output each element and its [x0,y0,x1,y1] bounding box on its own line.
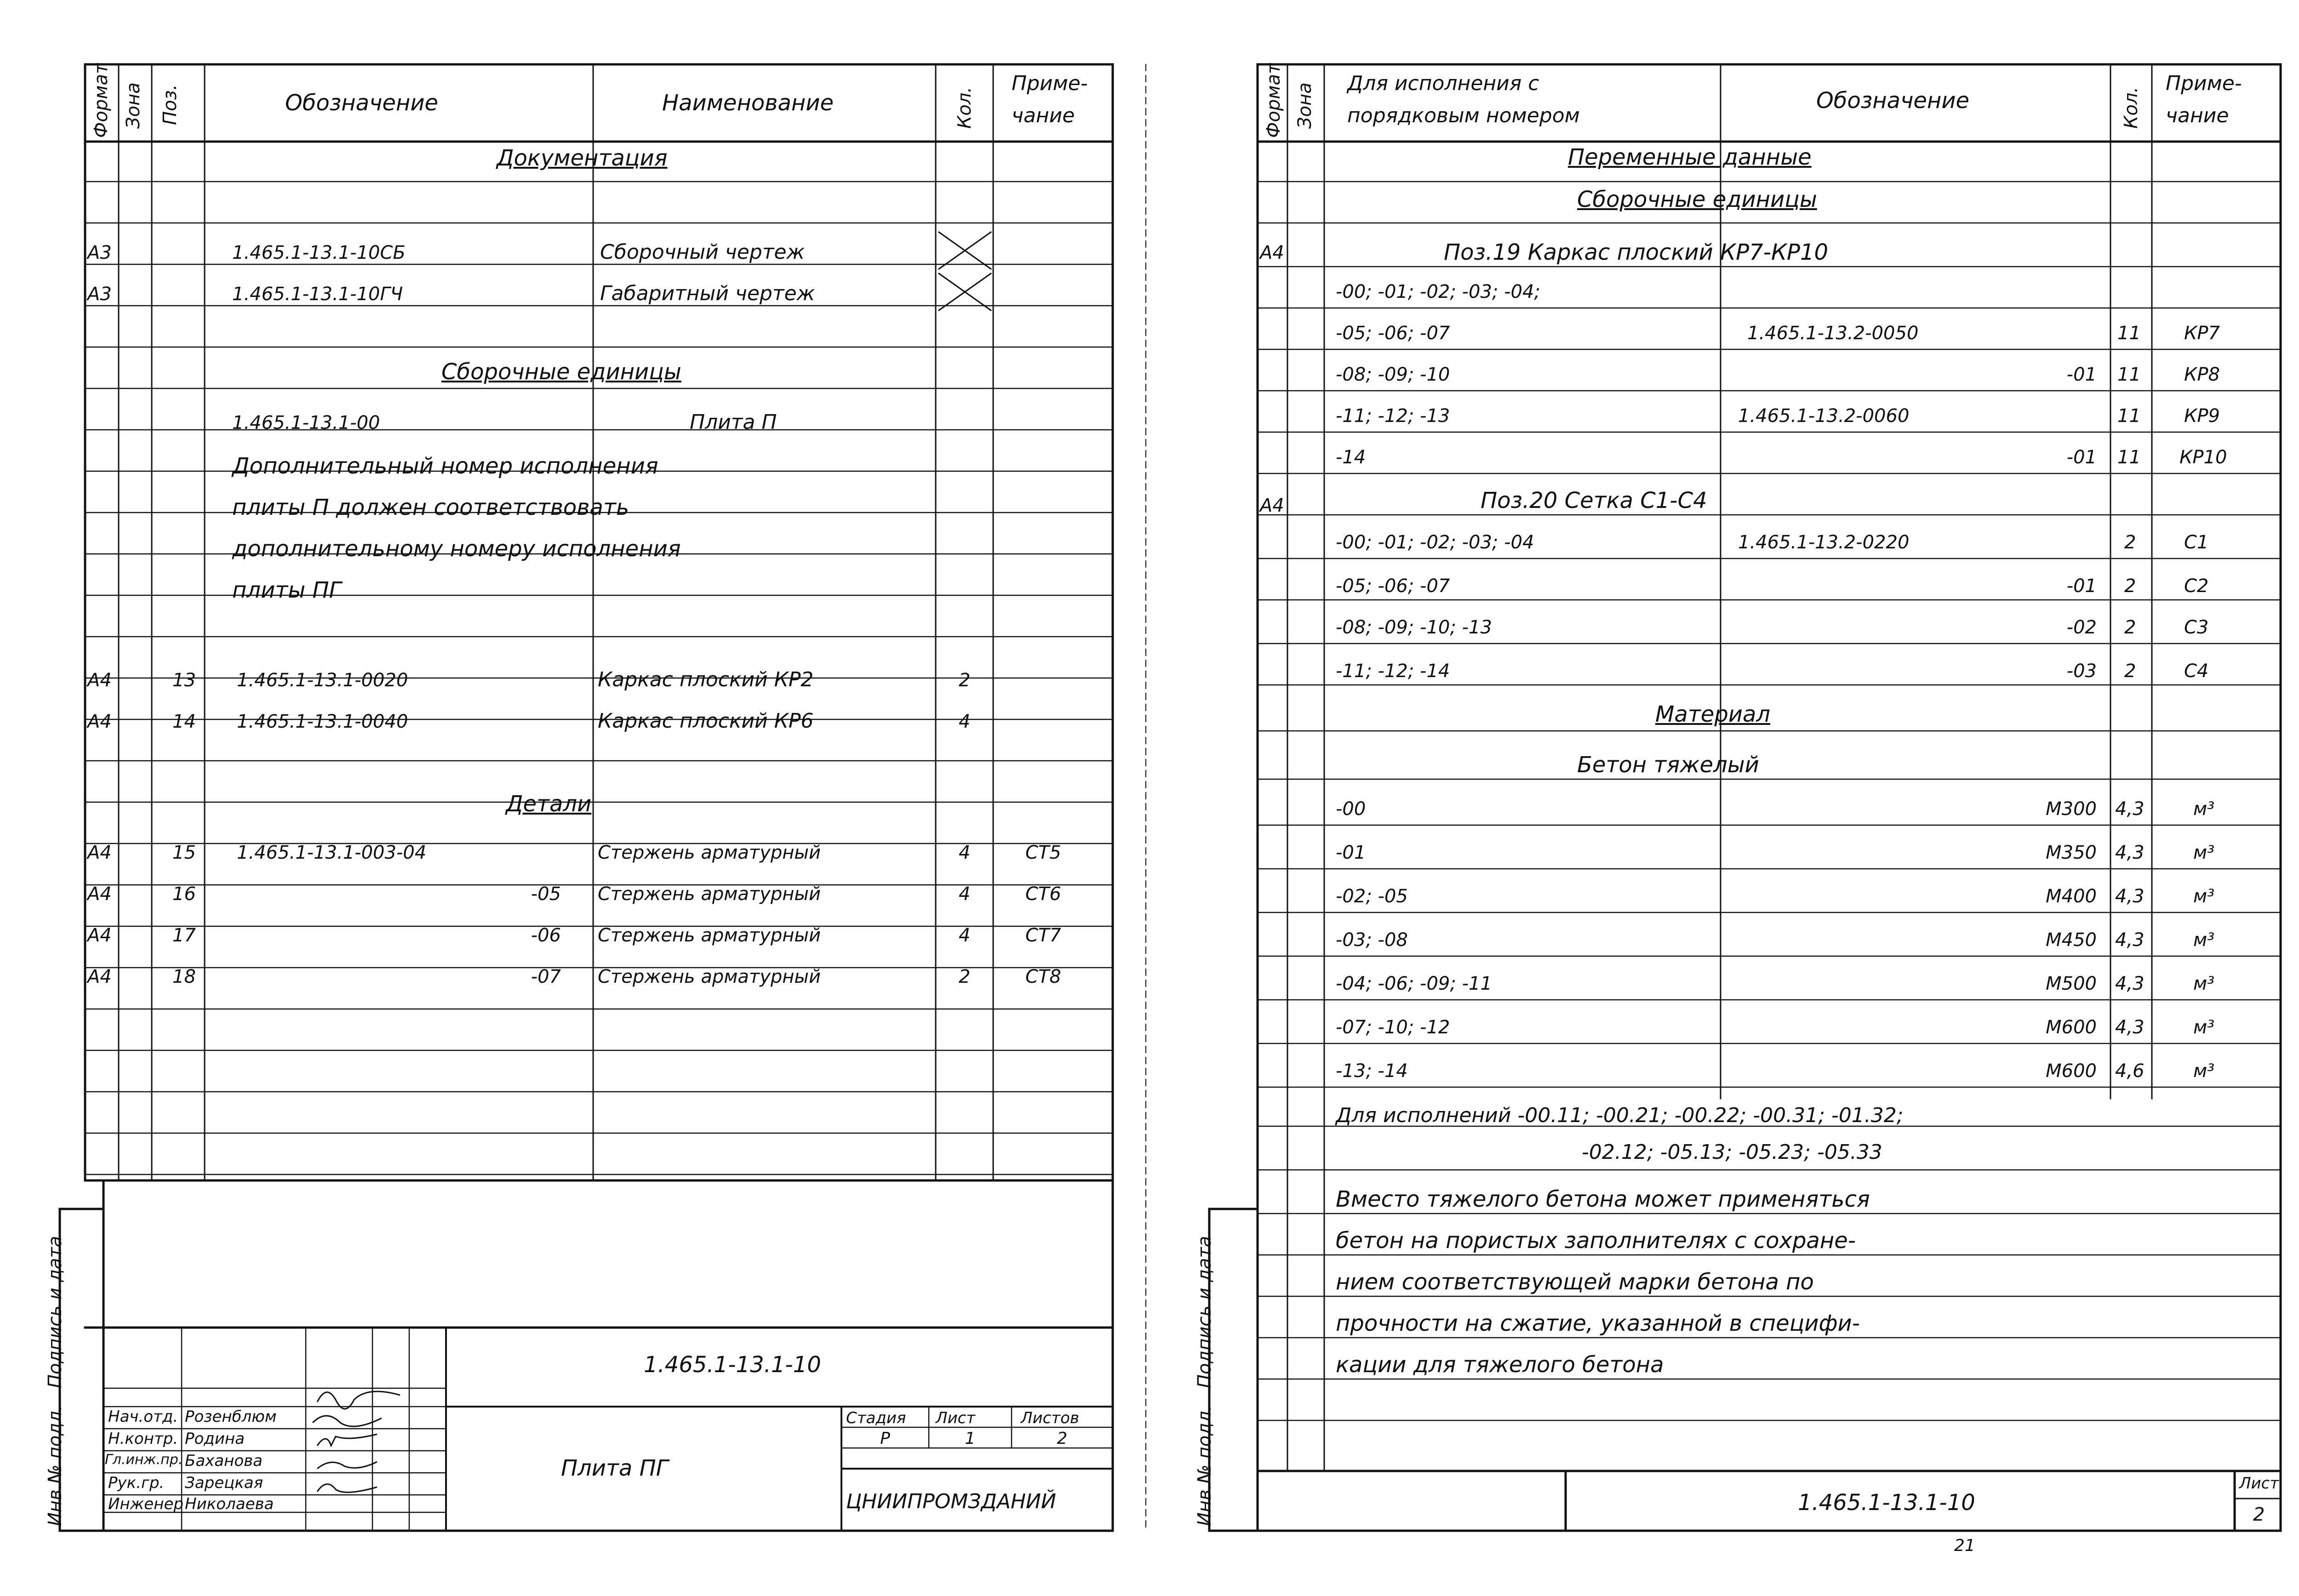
exec-note-line: -02.12; -05.13; -05.23; -05.33 [1582,1140,1882,1164]
pos19-row-designation: 1.465.1-13.2-0050 [1747,323,1919,344]
people-role: Инженер [108,1495,183,1513]
assembly-row-designation: 1.465.1-13.1-0020 [237,670,408,691]
pos19-row-qty: 11 [2117,405,2141,427]
pos20-row-note: С4 [2184,661,2209,682]
right-sheet-number: 2 [2253,1504,2265,1525]
concrete-row-grade: М450 [2046,929,2097,951]
concrete-row-unit: м³ [2193,798,2215,820]
title-block-sheets-label: Листов [1021,1409,1080,1427]
concrete-row-qty: 4,3 [2115,886,2145,907]
assembly-row-format: А4 [87,670,112,691]
pos20-row-designation: -01 [2066,576,2097,597]
header-qty: Кол. [954,86,975,129]
detail-row-name: Стержень арматурный [598,884,821,905]
doc-row-name: Сборочный чертеж [600,240,805,264]
section-documentation: Документация [497,145,668,171]
right-sheet-label: Лист [2239,1474,2279,1493]
concrete-row-exec: -07; -10; -12 [1336,1017,1450,1038]
assembly-row-pos: 13 [172,670,196,691]
pos19-row-exec: -08; -09; -10 [1336,364,1450,385]
detail-row-note: СТ8 [1025,966,1061,987]
concrete-row-exec: -01 [1336,842,1366,863]
assembly-row-name: Каркас плоский КР6 [598,709,814,733]
substitute-note-line: прочности на сжатие, указанной в специфи- [1336,1311,1860,1336]
concrete-row-unit: м³ [2193,1017,2215,1038]
title-block-doc-code: 1.465.1-13.1-10 [644,1352,821,1378]
header-designation: Обозначение [285,90,439,116]
concrete-row-qty: 4,6 [2115,1060,2145,1082]
people-name: Баханова [185,1452,263,1470]
concrete-row-exec: -00 [1336,798,1366,820]
people-role: Рук.гр. [108,1474,165,1492]
section-details: Детали [506,791,592,817]
detail-row-pos: 15 [172,842,196,863]
doc-row-designation: 1.465.1-13.1-10ГЧ [232,284,403,305]
doc-row-designation: 1.465.1-13.1-10СБ [232,242,406,263]
concrete-row-exec: -02; -05 [1336,886,1408,907]
concrete-row-grade: М350 [2046,842,2097,863]
title-block-sheets: 2 [1057,1429,1068,1448]
pos19-row-note: КР7 [2184,323,2220,344]
detail-row-note: СТ7 [1025,925,1061,946]
detail-row-designation: 1.465.1-13.1-003-04 [237,842,427,863]
pos19-row-designation: -01 [2066,447,2097,468]
detail-row-pos: 17 [172,925,196,946]
header-pos: Поз. [160,84,181,125]
detail-row-format: А4 [87,884,112,905]
header-note-1: Приме- [1012,72,1088,95]
pos20-row-qty: 2 [2124,576,2136,597]
substitute-note-line: бетон на пористых заполнителях с сохране- [1336,1228,1856,1254]
assembly-row-pos: 14 [172,711,196,732]
pos19-row-qty: 11 [2117,364,2141,385]
detail-row-note: СТ5 [1025,842,1061,863]
pos19-title: Поз.19 Каркас плоский КР7-КР10 [1444,239,1829,265]
pos19-row-exec: -11; -12; -13 [1336,405,1450,427]
additional-note-line: плиты ПГ [232,577,342,603]
header-note-1: Приме- [2166,72,2242,95]
concrete-row-exec: -04; -06; -09; -11 [1336,973,1492,994]
detail-row-format: А4 [87,842,112,863]
header-format: Формат [1263,63,1284,138]
assembly-row-designation: 1.465.1-13.1-0040 [237,711,408,732]
substitute-note-line: кации для тяжелого бетона [1336,1352,1664,1378]
exec-note-line: Для исполнений -00.11; -00.21; -00.22; -00.31; -01.32; [1336,1104,1904,1127]
header-for-exec-2: порядковым номером [1347,104,1580,127]
margin-sign-label: Подпись и дата [45,1236,66,1388]
substitute-note-line: Вместо тяжелого бетона может применяться [1336,1186,1870,1212]
pos20-row-qty: 2 [2124,661,2136,682]
pos19-row-qty: 11 [2117,323,2141,344]
pos19-row-note: КР9 [2184,405,2220,427]
detail-row-qty: 4 [959,884,971,905]
concrete-row-grade: М500 [2046,973,2097,994]
concrete-row-qty: 4,3 [2115,798,2145,820]
people-name: Николаева [185,1495,274,1513]
people-name: Розенблюм [185,1408,277,1426]
title-block-sheet: 1 [965,1429,976,1448]
page-number: 21 [1954,1536,1975,1555]
concrete-row-qty: 4,3 [2115,842,2145,863]
concrete-row-grade: М300 [2046,798,2097,820]
header-zone: Зона [123,82,144,129]
concrete-row-exec: -03; -08 [1336,929,1408,951]
detail-row-pos: 16 [172,884,196,905]
people-name: Зарецкая [185,1474,263,1492]
doc-row-format: А3 [87,284,112,305]
header-zone: Зона [1294,82,1315,129]
margin-inv-label: Инв.№ подл. [1194,1405,1215,1526]
detail-row-note: СТ6 [1025,884,1061,905]
pos20-title: Поз.20 Сетка С1-С4 [1481,488,1707,513]
concrete-row-grade: М600 [2046,1017,2097,1038]
assembly-row-qty: 2 [959,670,971,691]
pos19-row-exec: -05; -06; -07 [1336,323,1450,344]
header-name: Наименование [662,90,834,116]
right-doc-code: 1.465.1-13.1-10 [1798,1490,1975,1516]
detail-row-name: Стержень арматурный [598,842,821,863]
concrete-row-grade: М400 [2046,886,2097,907]
people-role: Нач.отд. [108,1408,178,1426]
header-note-2: чание [2166,104,2229,127]
detail-row-format: А4 [87,966,112,987]
header-for-exec-1: Для исполнения с [1347,72,1539,95]
concrete-row-qty: 4,3 [2115,929,2145,951]
pos19-row-exec: -14 [1336,447,1366,468]
section-material: Материал [1655,701,1771,727]
title-block-stage: Р [880,1429,890,1448]
people-name: Родина [185,1430,245,1448]
additional-note-line: Дополнительный номер исполнения [232,453,658,479]
assembly-row-name: Каркас плоский КР2 [598,668,814,691]
detail-row-pos: 18 [172,966,196,987]
pos20-row-qty: 2 [2124,532,2136,553]
margin-sign-label: Подпись и дата [1194,1236,1215,1388]
header-format: Формат [91,63,112,138]
pos20-row-qty: 2 [2124,617,2136,638]
additional-note-line: дополнительному номеру исполнения [232,536,681,562]
people-role: Гл.инж.пр. [105,1452,183,1468]
substitute-note-line: нием соответствующей марки бетона по [1336,1269,1814,1295]
plate-row-designation: 1.465.1-13.1-00 [232,412,380,433]
assembly-row-qty: 4 [959,711,971,732]
pos20-row-note: С3 [2184,617,2209,638]
people-role: Н.контр. [108,1430,178,1448]
concrete-row-grade: М600 [2046,1060,2097,1082]
detail-row-qty: 4 [959,842,971,863]
doc-row-name: Габаритный чертеж [600,282,815,305]
section-variable: Переменные данные [1568,144,1812,170]
detail-row-qty: 2 [959,966,971,987]
additional-note-line: плиты П должен соответствовать [232,495,629,520]
concrete-row-unit: м³ [2193,886,2215,907]
title-block-sheet-label: Лист [936,1409,976,1427]
concrete-row-unit: м³ [2193,842,2215,863]
detail-row-designation: -05 [531,884,561,905]
pos20-row-exec: -05; -06; -07 [1336,576,1450,597]
pos20-row-designation: 1.465.1-13.2-0220 [1738,532,1910,553]
detail-row-designation: -06 [531,925,561,946]
pos19-row-exec: -00; -01; -02; -03; -04; [1336,281,1540,302]
detail-row-format: А4 [87,925,112,946]
assembly-row-format: А4 [87,711,112,732]
detail-row-qty: 4 [959,925,971,946]
section-assemblies: Сборочные единицы [1577,187,1817,212]
header-designation: Обозначение [1816,88,1970,114]
pos19-row-note: КР10 [2179,447,2227,468]
concrete-row-unit: м³ [2193,973,2215,994]
pos19-row-note: КР8 [2184,364,2220,385]
detail-row-name: Стержень арматурный [598,925,821,946]
pos20-row-designation: -02 [2066,617,2097,638]
concrete-row-unit: м³ [2193,929,2215,951]
plate-row-name: Плита П [690,410,777,434]
concrete-row-qty: 4,3 [2115,973,2145,994]
concrete-row-qty: 4,3 [2115,1017,2145,1038]
pos20-format: А4 [1260,495,1284,516]
pos20-row-note: С2 [2184,576,2209,597]
doc-row-format: А3 [87,242,112,263]
pos19-row-qty: 11 [2117,447,2141,468]
pos19-format: А4 [1260,242,1284,263]
pos19-row-designation: 1.465.1-13.2-0060 [1738,405,1910,427]
pos19-row-designation: -01 [2066,364,2097,385]
title-block-stage-label: Стадия [846,1409,906,1427]
pos20-row-exec: -08; -09; -10; -13 [1336,617,1492,638]
title-block-org: ЦНИИПРОМЗДАНИЙ [846,1490,1056,1513]
detail-row-designation: -07 [531,966,561,987]
margin-inv-label: Инв.№ подл. [45,1405,66,1526]
pos20-row-exec: -11; -12; -14 [1336,661,1450,682]
detail-row-name: Стержень арматурный [598,966,821,987]
concrete-row-unit: м³ [2193,1060,2215,1082]
title-block-title: Плита ПГ [561,1455,669,1481]
header-note-2: чание [1012,104,1075,127]
pos20-row-exec: -00; -01; -02; -03; -04 [1336,532,1534,553]
section-assemblies: Сборочные единицы [441,359,681,385]
header-qty: Кол. [2121,86,2142,129]
concrete-title: Бетон тяжелый [1577,752,1759,778]
pos20-row-note: С1 [2184,532,2209,553]
pos20-row-designation: -03 [2066,661,2097,682]
concrete-row-exec: -13; -14 [1336,1060,1408,1082]
